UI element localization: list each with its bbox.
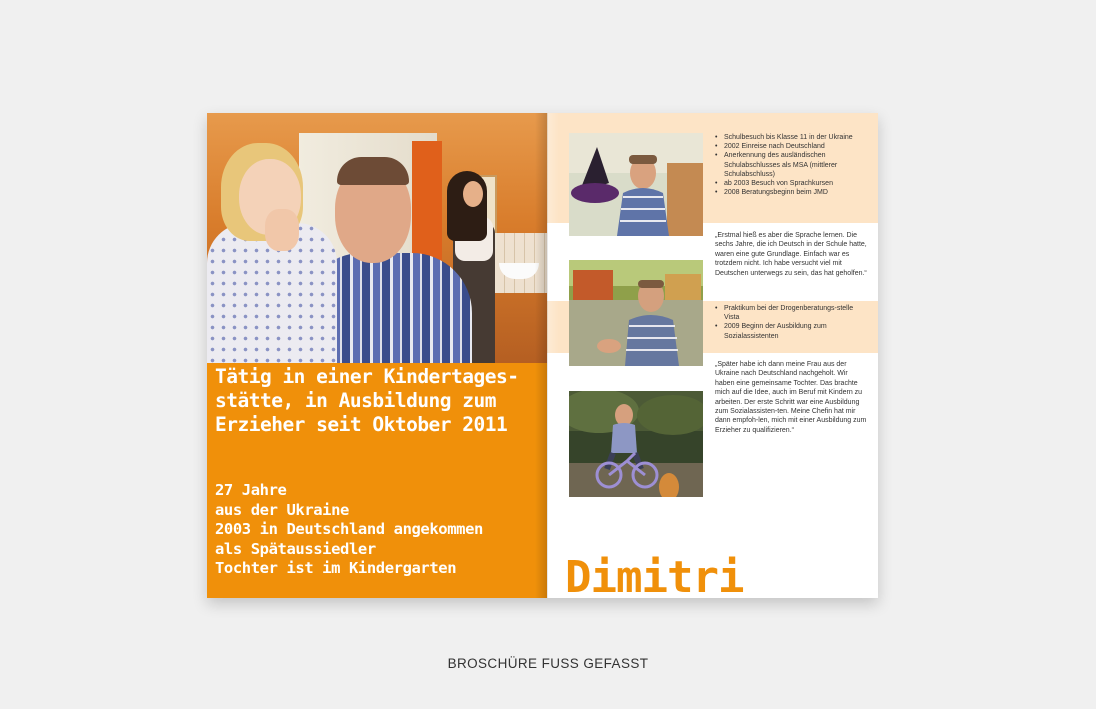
brochure-spread bbox=[207, 113, 878, 598]
headline-line: Erzieher seit Oktober 2011 bbox=[215, 413, 508, 436]
headline bbox=[215, 365, 535, 437]
profile-facts bbox=[215, 481, 540, 579]
photo-with-hat bbox=[569, 133, 703, 236]
timeline-item: • Praktikum bei der Drogenberatungs-stelle Vista bbox=[715, 304, 865, 322]
person-name: Dimitri bbox=[565, 552, 744, 598]
photo-bicycle bbox=[569, 391, 703, 497]
cover-photo bbox=[207, 113, 547, 363]
timeline-list bbox=[715, 304, 865, 341]
caption: BROSCHÜRE FUSS GEFASST bbox=[447, 656, 649, 671]
headline-line: Tätig in einer Kindertages- bbox=[215, 365, 519, 388]
headline-line: stätte, in Ausbildung zum bbox=[215, 389, 496, 412]
fact-line: Tochter ist im Kindergarten bbox=[215, 559, 457, 577]
left-page bbox=[207, 113, 547, 598]
fact-line: 2003 in Deutschland angekommen bbox=[215, 520, 483, 538]
timeline-item: • Schulbesuch bis Klasse 11 in der Ukraine bbox=[715, 133, 865, 142]
quote: „Später habe ich dann meine Frau aus der Ukraine nach Deutschland nachgeholt. Wir haben eine gemeinsame Tochter. Das brachte mich auf die Idee, auch im Beruf mit Kindern zu arbeiten. Der erste Schritt war eine Ausbildung zum Sozialassisten-ten. Meine Chefin hat mir dann empfoh-len, mich mit einer Ausbildung zum Erzieher zu qualifizieren.“ bbox=[715, 361, 867, 434]
quote: „Erstmal hieß es aber die Sprache lernen. Die sechs Jahre, die ich Deutsch in der Schule hatte, waren eine gute Grundlage. Einfach war es trotzdem nicht. Ich habe versucht viel mit Deutschen unterwegs zu sein, das hat geholfen.“ bbox=[715, 232, 867, 277]
timeline-item: • 2009 Beginn der Ausbildung zum Sozialassistenten bbox=[715, 322, 865, 340]
fact-line: 27 Jahre bbox=[215, 481, 287, 499]
timeline-list bbox=[715, 133, 865, 197]
fact-line: als Spätaussiedler bbox=[215, 539, 376, 558]
right-page bbox=[547, 113, 878, 598]
timeline-item: • 2002 Einreise nach Deutschland bbox=[715, 142, 865, 151]
photo-outdoor-talk bbox=[569, 260, 703, 366]
timeline-item: • 2008 Beratungsbeginn beim JMD bbox=[715, 188, 865, 197]
timeline-item: • ab 2003 Besuch von Sprachkursen bbox=[715, 179, 865, 188]
fact-line: aus der Ukraine bbox=[215, 500, 349, 519]
timeline-item: • Anerkennung des ausländischen Schulabschlusses als MSA (mittlerer Schulabschluss) bbox=[715, 151, 865, 179]
